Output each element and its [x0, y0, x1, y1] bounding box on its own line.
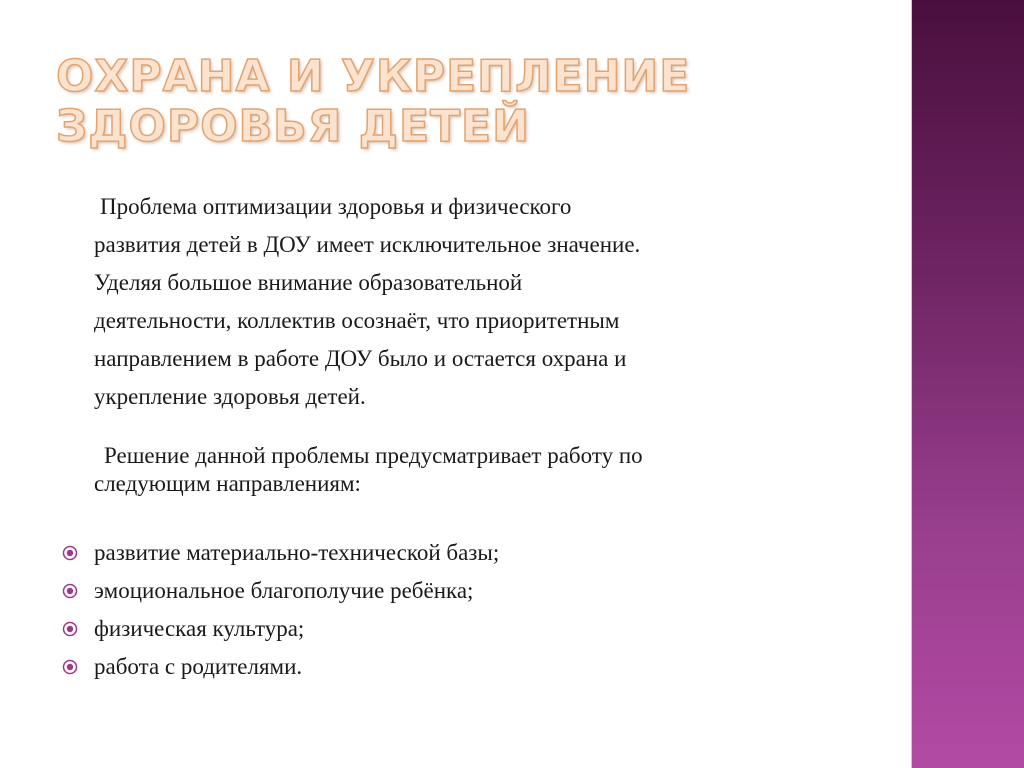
slide-title — [56, 52, 896, 152]
paragraph-intro-line-3: Уделяя большое внимание образовательной — [94, 270, 523, 295]
directions-list — [56, 534, 876, 686]
paragraph-intro-line-5: направлением в работе ДОУ было и остается охрана и — [94, 346, 627, 371]
title-line-1: ОХРАНА И УКРЕПЛЕНИЕ — [56, 51, 691, 102]
list-item — [56, 572, 876, 610]
paragraph-solution — [56, 442, 876, 498]
paragraph-intro-line-4: деятельности, коллектив осознаёт, что приоритетным — [94, 308, 620, 333]
target-circle-icon — [62, 659, 78, 675]
paragraph-intro-line-6: укрепление здоровья детей. — [94, 384, 366, 409]
list-item — [56, 534, 876, 572]
list-item-text: эмоциональное благополучие ребёнка; — [94, 578, 474, 603]
target-circle-icon — [62, 583, 78, 599]
list-item-text: работа с родителями. — [94, 654, 303, 679]
paragraph-intro — [56, 188, 876, 416]
paragraph-solution-line-2: следующим направлениям: — [94, 471, 361, 496]
list-item-text: физическая культура; — [94, 616, 305, 641]
list-item-text: развитие материально-технической базы; — [94, 540, 500, 565]
target-circle-icon — [62, 545, 78, 561]
target-circle-icon — [62, 621, 78, 637]
paragraph-solution-line-1: Решение данной проблемы предусматривает работу по — [104, 443, 643, 468]
paragraph-intro-line-1: Проблема оптимизации здоровья и физического — [100, 194, 572, 219]
list-item — [56, 610, 876, 648]
slide-body — [56, 188, 876, 686]
list-item — [56, 648, 876, 686]
decorative-side-panel — [912, 0, 1024, 768]
paragraph-intro-line-2: развития детей в ДОУ имеет исключительное значение. — [94, 232, 641, 257]
title-line-2: ЗДОРОВЬЯ ДЕТЕЙ — [56, 101, 530, 152]
